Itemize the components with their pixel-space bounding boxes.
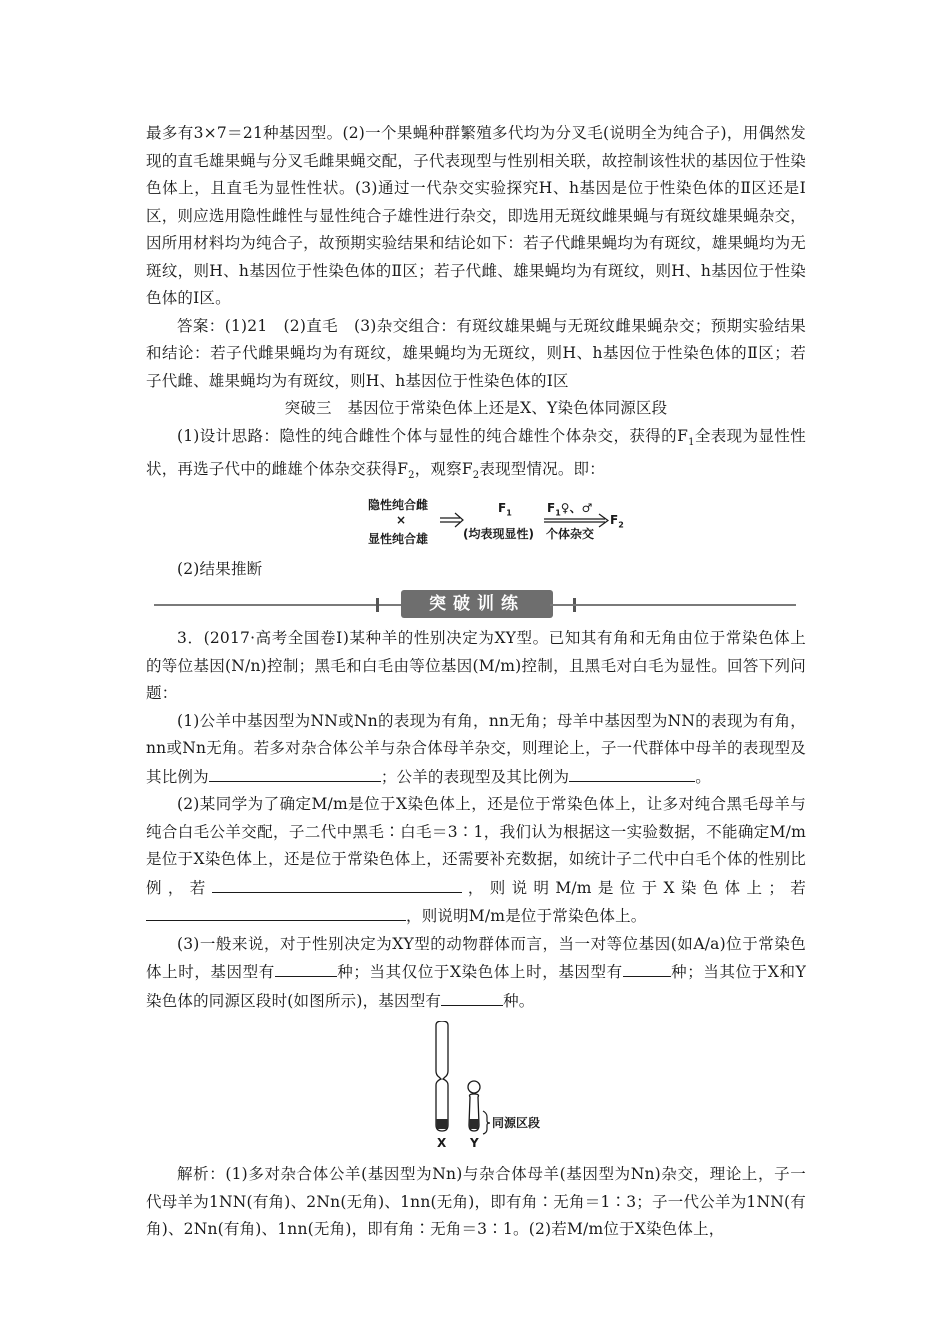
q3-text-a: (3)一般来说，对于性别决定为XY型的动物群体而言，当一对等位基因(如A/a)位于常染色体上时，基因型有: [146, 934, 806, 982]
paragraph-prev-analysis: 最多有3×7＝21种基因型。(2)一个果蝇种群繁殖多代均为分叉毛(说明全为纯合子)，用偶然发现的直毛雄果蝇与分叉毛雌果蝇交配，子代表现型与性别相关联，故控制该性状的基因位于性染色体上，且直毛为显性性状。(3)通过一代杂交实验探究H、h基因是位于性染色体的Ⅱ区还是Ⅰ区，则应选用隐性雌性与显性纯合子雄性进行杂交，即选用无斑纹雌果蝇与有斑纹雄果蝇杂交，因所用材料均为纯合子，故预期实验结果和结论如下：若子代雌果蝇均为有斑纹，雄果蝇均为无斑纹，则H、h基因位于性染色体的Ⅱ区；若子代雌、雄果蝇均为有斑纹，则H、h基因位于性染色体的Ⅰ区。: [146, 124, 806, 307]
scheme-f1-letter: F: [498, 500, 507, 515]
subscript-3: 2: [472, 470, 480, 482]
x-label: X: [437, 1136, 447, 1151]
region-label: 同源区段: [492, 1116, 541, 1131]
banner-title: 突破训练: [429, 594, 525, 615]
section-heading: 突破三 基因位于常染色体上还是X、Y染色体同源区段: [284, 399, 668, 417]
bracket-icon: [483, 1111, 490, 1134]
scheme-f2-letter: F: [610, 512, 619, 527]
subscript-1: 1: [688, 436, 695, 448]
design-text-c: ，观察F: [414, 460, 473, 479]
xy-chromosome-figure: [146, 1021, 806, 1153]
paragraph-design: [146, 423, 806, 490]
question-3-part-2: [146, 791, 806, 931]
design-text-b: 全表现为显性性状，再选子代中的雌雄个体杂交获得F: [146, 426, 807, 479]
scheme-f2: [610, 513, 624, 529]
q3-text-b: 种；当其仅位于X染色体上时，基因型有: [336, 963, 623, 982]
document-body: [146, 120, 806, 1244]
q1-text-c: 。: [695, 767, 711, 786]
q2-text-b: ，则说明M/m是位于X染色体上；若: [461, 878, 806, 897]
q3-text-c: 种；当其位于X和Y染色体的同源区段时(如图所示)，基因型有: [146, 963, 807, 1010]
scheme-times: ×: [396, 512, 407, 527]
scheme-f1-cross-sex: ♀、♂: [560, 500, 593, 515]
scheme-f1-sub: 1: [506, 508, 512, 518]
scheme-f2-sub: 2: [618, 520, 624, 530]
y-chromosome-icon: [468, 1081, 480, 1131]
banner-rule-right: [550, 604, 796, 606]
scheme-f1-note: (均表现显性): [463, 526, 534, 541]
chromosome-diagram: [146, 1021, 806, 1153]
design-text-d: 表现型情况。即：: [479, 460, 605, 479]
banner-tick-left: [376, 598, 379, 612]
paragraph-result: (2)结果推断: [177, 559, 263, 578]
answer-blank-2[interactable]: [569, 763, 695, 782]
banner-rule-left: [154, 604, 404, 606]
scheme-recessive-female: 隐性纯合雌: [368, 497, 429, 512]
paragraph-answer: 答案：(1)21 (2)直毛 (3)杂交组合：有斑纹雄果蝇与无斑纹雌果蝇杂交；预期实验结果和结论：若子代雌果蝇均为有斑纹，雄果蝇均为无斑纹，则H、h基因位于性染色体的Ⅱ区；若子代雌、雄果蝇均为有斑纹，则H、h基因位于性染色体的Ⅰ区: [146, 316, 806, 390]
answer-blank-5[interactable]: [275, 958, 337, 977]
scheme-dominant-male: 显性纯合雄: [368, 531, 429, 546]
x-chromosome-icon: [436, 1021, 448, 1131]
scheme-f1-cross: [547, 499, 592, 517]
cross-scheme: [146, 494, 806, 550]
y-label: Y: [470, 1136, 479, 1151]
question-3-intro: 3．(2017·高考全国卷Ⅰ)某种羊的性别决定为XY型。已知其有角和无角由位于常染色体上的等位基因(N/n)控制；黑毛和白毛由等位基因(M/m)控制，且黑毛对白毛为显性。回答下列问题：: [146, 629, 806, 703]
q1-text-a: (1)公羊中基因型为NN或Nn的表现为有角，nn无角；母羊中基因型为NN的表现为有角，nn或Nn无角。若多对杂合体公羊与杂合体母羊杂交，则理论上，子一代群体中母羊的表现型及其比例为: [146, 711, 806, 786]
answer-blank-1[interactable]: [209, 763, 381, 782]
q2-text-a: (2)某同学为了确定M/m是位于X染色体上，还是位于常染色体上，让多对纯合黑毛母羊与纯合白毛公羊交配，子二代中黑毛∶白毛＝3∶1，我们认为根据这一实验数据，不能确定M/m是位于X染色体上，还是位于常染色体上，还需要补充数据，如统计子二代中白毛个体的性别比例，若: [146, 795, 806, 897]
subscript-2: 2: [408, 470, 415, 482]
answer-blank-7[interactable]: [441, 987, 503, 1006]
scheme-f1-cross-letter: F: [547, 500, 556, 515]
paragraph-analysis: 解析：(1)多对杂合体公羊(基因型为Nn)与杂合体母羊(基因型为Nn)杂交，理论上，子一代母羊为1NN(有角)、2Nn(无角)、1nn(无角)，即有角∶无角＝1∶3；子一代公羊为1NN(有角)、2Nn(有角)、1nn(无角)，即有角∶无角＝3∶1。(2)若M/m位于X染色体上，: [146, 1165, 806, 1239]
scheme-f1: [498, 501, 512, 517]
q1-text-b: ；公羊的表现型及其比例为: [380, 767, 570, 786]
answer-blank-4[interactable]: [146, 902, 406, 921]
design-text-a: (1)设计思路：隐性的纯合雌性个体与显性的纯合雄性个体杂交，获得的F: [177, 426, 689, 445]
q3-text-d: 种。: [503, 991, 535, 1010]
arrow-head-icon: [599, 514, 608, 527]
scheme-cross-note: 个体杂交: [546, 526, 595, 541]
answer-blank-3[interactable]: [212, 874, 462, 893]
answer-blank-6[interactable]: [623, 958, 671, 977]
scheme-f1-cross-sub: 1: [555, 508, 561, 518]
question-3-part-1: [146, 708, 806, 792]
q2-text-c: ，则说明M/m是位于常染色体上。: [406, 907, 647, 926]
section-banner: [146, 589, 806, 621]
double-arrow-icon: [440, 513, 463, 527]
question-3-part-3: [146, 931, 806, 1016]
